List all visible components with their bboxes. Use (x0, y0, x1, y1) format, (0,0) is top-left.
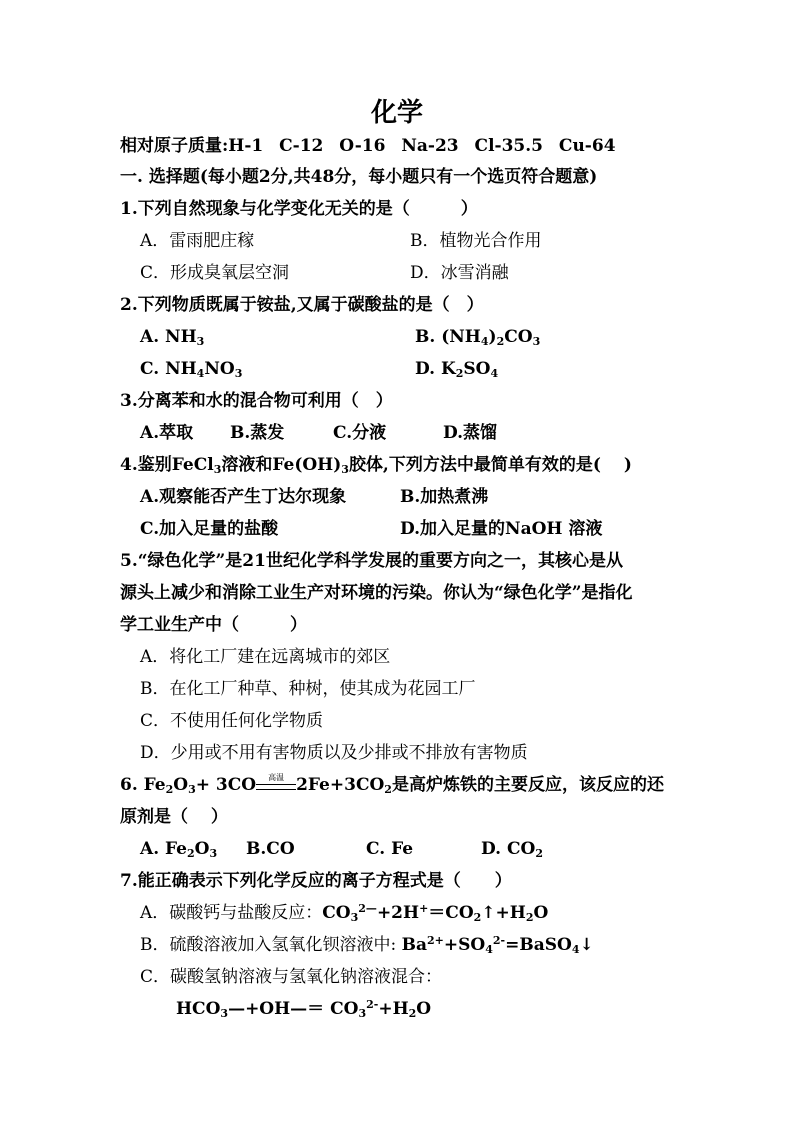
question-3-stem: 3.分离苯和水的混合物可利用（ ） (120, 391, 393, 411)
q3-option-c: C.分液 (333, 423, 387, 443)
question-5-line-1: 5.“绿色化学”是21世纪化学科学发展的重要方向之一，其核心是从 (120, 551, 623, 571)
q7-option-b: B．硫酸溶液加入氢氧化钡溶液中: $Ba^{2+}+SO_4^{2-}=BaSO_4↓$ (140, 934, 594, 956)
q6-option-a: A. $Fe_2O_3$ (140, 839, 218, 860)
section-heading: 一. 选择题(每小题2分,共48分，每小题只有一个选页符合题意) (120, 167, 598, 187)
q7-option-a: A．碳酸钙与盐酸反应：$CO_3^{2—}+2H^+=CO_2↑+H_2O$ (140, 902, 549, 924)
q4-option-a: A.观察能否产生丁达尔现象 (140, 487, 347, 507)
question-6-line-2: 原剂是（ ） (120, 807, 228, 827)
question-7-stem: 7.能正确表示下列化学反应的离子方程式是（ ） (120, 871, 512, 891)
q4-option-c: C.加入足量的盐酸 (140, 519, 279, 539)
reaction-condition: 高温 (256, 776, 296, 790)
q1-option-c: C．形成臭氧层空洞 (140, 263, 290, 283)
question-4-stem: 4.鉴别FeCl$_3$溶液和$Fe(OH)_3$胶体,下列方法中最简单有效的是( ) (120, 455, 632, 476)
question-5-line-3: 学工业生产中（ ） (120, 615, 307, 635)
q5-option-a: A．将化工厂建在远离城市的郊区 (140, 647, 391, 667)
q4-option-d: D.加入足量的NaOH 溶液 (400, 519, 603, 539)
q6-option-c: C. Fe (366, 839, 414, 859)
q2-option-b: B. $(NH_4)_2CO_3$ (415, 327, 541, 348)
q5-option-b: B．在化工厂种草、种树，使其成为花园工厂 (140, 679, 476, 699)
q6-option-b: B.CO (246, 839, 295, 859)
q3-option-a: A.萃取 (140, 423, 194, 443)
q2-option-c: C. $NH_4NO_3$ (140, 359, 243, 380)
page-title: 化学 (370, 98, 423, 128)
q2-option-d: D. $K_2SO_4$ (415, 359, 499, 380)
q3-option-b: B.蒸发 (230, 423, 285, 443)
q3-option-d: D.蒸馏 (443, 423, 498, 443)
atomic-masses: 相对原子质量:H-1 C-12 O-16 Na-23 Cl-35.5 Cu-64 (120, 136, 616, 156)
q7-option-c-equation: $HCO_3—+OH—= CO_3^{2-}+H_2O$ (176, 998, 432, 1020)
q7-option-c: C．碳酸氢钠溶液与氢氧化钠溶液混合： (140, 967, 443, 987)
q1-option-d: D．冰雪消融 (410, 263, 509, 283)
q1-option-a: A．雷雨肥庄稼 (140, 231, 255, 251)
question-1-stem: 1.下列自然现象与化学变化无关的是（ ） (120, 199, 478, 219)
q4-option-b: B.加热煮沸 (400, 487, 489, 507)
q2-option-a: A. $NH_3$ (140, 327, 205, 348)
q5-option-c: C．不使用任何化学物质 (140, 711, 324, 731)
question-5-line-2: 源头上减少和消除工业生产对环境的污染。你认为“绿色化学”是指化 (120, 583, 633, 603)
question-2-stem: 2.下列物质既属于铵盐,又属于碳酸盐的是（ ） (120, 295, 484, 315)
q5-option-d: D．少用或不用有害物质以及少排或不排放有害物质 (140, 743, 528, 763)
q6-option-d: D. $CO_2$ (481, 839, 543, 860)
q1-option-b: B．植物光合作用 (410, 231, 542, 251)
question-6-line-1: 6. $Fe_2O_3+ 3CO$ 高温 $2Fe+3CO_2$是高炉炼铁的主要反应，该反应的还 (120, 773, 664, 796)
